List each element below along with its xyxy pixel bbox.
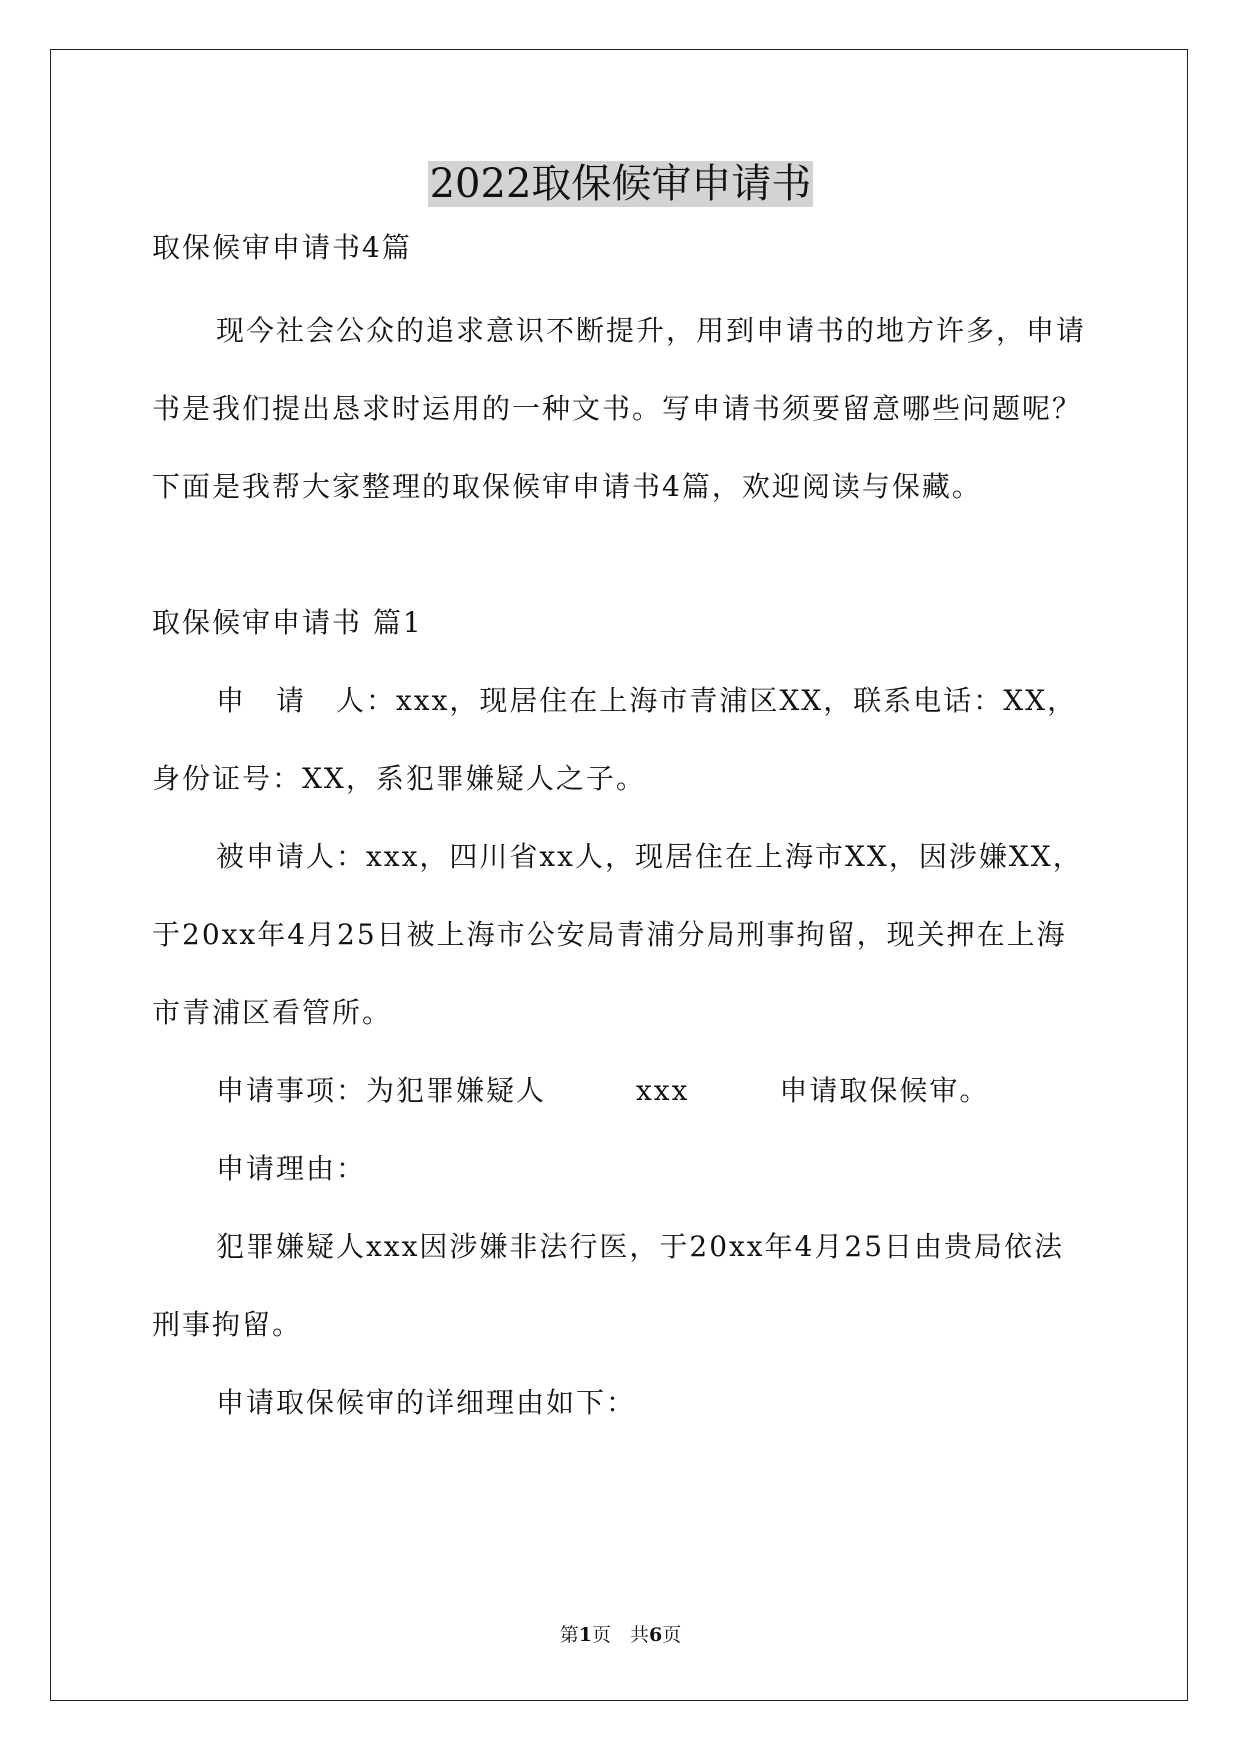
request-matter-paragraph: 申请事项：为犯罪嫌疑人 xxx 申请取保候审。 [216, 1074, 990, 1107]
title-highlight: 2022取保候审申请书 [429, 161, 812, 207]
footer-total-pages: 6 [649, 1624, 663, 1646]
page-number-footer [0, 1620, 1241, 1650]
detail-reason-paragraph: 申请取保候审的详细理由如下： [216, 1386, 637, 1419]
reason-heading: 申请理由： [216, 1152, 367, 1185]
document-title [0, 153, 1241, 215]
applicant-paragraph: 申 请 人：xxx，现居住在上海市青浦区XX，联系电话：XX，身份证号：XX，系犯罪嫌疑人之子。 [152, 684, 1078, 795]
section-heading: 取保候审申请书 篇1 [152, 606, 423, 639]
footer-page-mid: 页 共 [591, 1624, 649, 1646]
document-subtitle: 取保候审申请书4篇 [152, 231, 412, 264]
footer-page-suffix: 页 [662, 1624, 682, 1646]
respondent-paragraph: 被申请人：xxx，四川省xx人，现居住在上海市XX，因涉嫌XX，于20xx年4月25日被上海市公安局青浦分局刑事拘留，现关押在上海市青浦区看管所。 [152, 840, 1083, 1029]
footer-page-prefix: 第 [559, 1624, 579, 1646]
intro-paragraph: 现今社会公众的追求意识不断提升，用到申请书的地方许多，申请书是我们提出恳求时运用的一种文书。写申请书须要留意哪些问题呢？下面是我帮大家整理的取保候审申请书4篇，欢迎阅读与保藏。 [152, 314, 1087, 503]
footer-current-page: 1 [578, 1624, 592, 1646]
detention-paragraph: 犯罪嫌疑人xxx因涉嫌非法行医，于20xx年4月25日由贵局依法刑事拘留。 [152, 1230, 1065, 1341]
